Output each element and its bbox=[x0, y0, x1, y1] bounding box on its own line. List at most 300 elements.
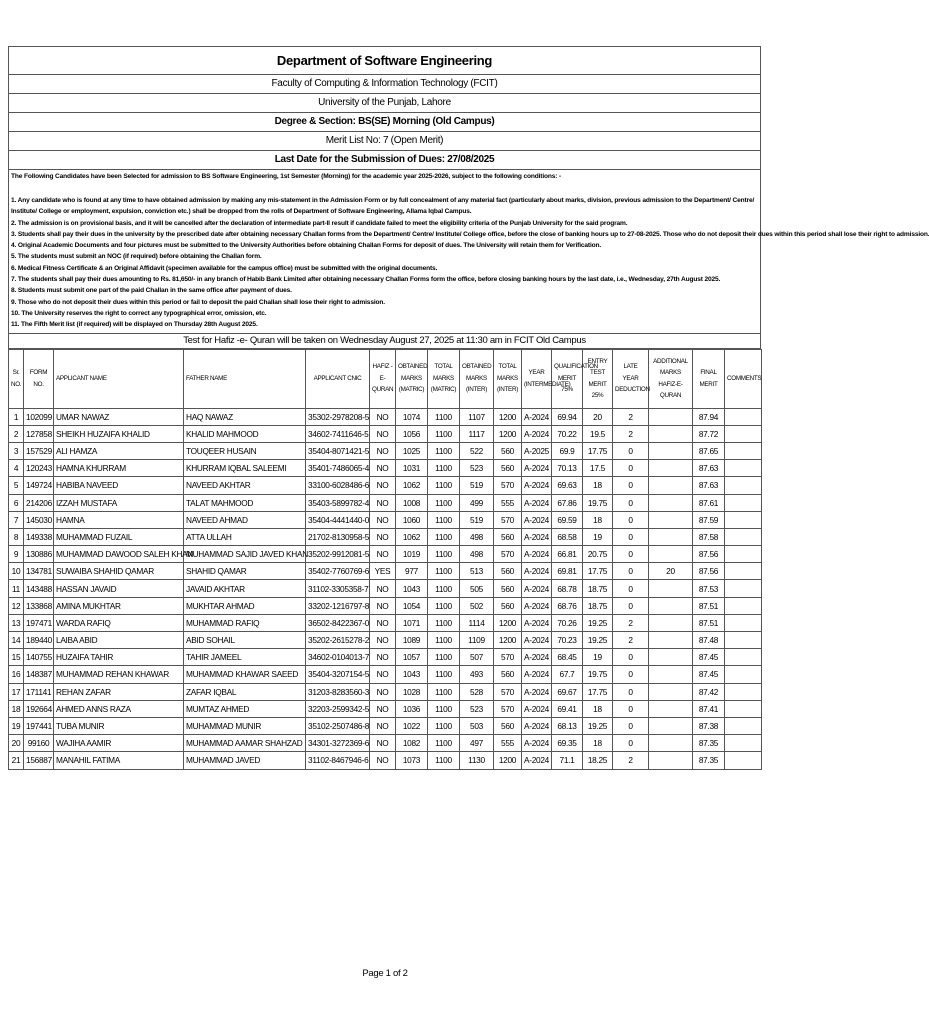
table-cell: NO bbox=[370, 442, 396, 459]
table-cell: KHURRAM IQBAL SALEEMI bbox=[184, 460, 306, 477]
table-cell: HASSAN JAVAID bbox=[54, 580, 184, 597]
table-row bbox=[9, 666, 762, 683]
table-cell: 70.13 bbox=[552, 460, 583, 477]
table-cell: 18 bbox=[583, 477, 613, 494]
table-cell: 10 bbox=[9, 563, 24, 580]
table-cell: 528 bbox=[460, 683, 494, 700]
table-cell: 0 bbox=[613, 666, 649, 683]
table-cell bbox=[725, 580, 762, 597]
conditions-block bbox=[8, 170, 929, 334]
table-cell: 127858 bbox=[24, 425, 54, 442]
table-cell: 17.75 bbox=[583, 683, 613, 700]
table-cell: A-2025 bbox=[522, 442, 552, 459]
table-cell: 35302-2978208-5 bbox=[306, 408, 370, 425]
table-cell: 1200 bbox=[494, 425, 522, 442]
table-cell: 31102-8467946-6 bbox=[306, 752, 370, 769]
table-cell: 35202-9912081-5 bbox=[306, 546, 370, 563]
table-cell: 20 bbox=[583, 408, 613, 425]
table-cell: 1028 bbox=[396, 683, 428, 700]
table-cell bbox=[649, 649, 693, 666]
table-cell: 513 bbox=[460, 563, 494, 580]
table-cell: A-2024 bbox=[522, 649, 552, 666]
table-cell: 18.25 bbox=[583, 752, 613, 769]
table-cell: 19.75 bbox=[583, 494, 613, 511]
table-cell: 507 bbox=[460, 649, 494, 666]
last-date: Last Date for the Submission of Dues: 27/08/2025 bbox=[9, 151, 760, 170]
table-cell: 555 bbox=[494, 735, 522, 752]
table-cell: MUHAMMAD MUNIR bbox=[184, 717, 306, 734]
table-cell: 1062 bbox=[396, 528, 428, 545]
table-cell bbox=[649, 494, 693, 511]
table-cell bbox=[649, 666, 693, 683]
table-cell: 1082 bbox=[396, 735, 428, 752]
table-cell: 1100 bbox=[428, 700, 460, 717]
table-cell: A-2024 bbox=[522, 563, 552, 580]
table-cell: 1100 bbox=[428, 735, 460, 752]
table-row bbox=[9, 442, 762, 459]
table-cell: 555 bbox=[494, 494, 522, 511]
table-cell: A-2024 bbox=[522, 511, 552, 528]
table-cell bbox=[725, 632, 762, 649]
table-cell: 87.35 bbox=[693, 752, 725, 769]
table-cell: 0 bbox=[613, 649, 649, 666]
table-cell: 20 bbox=[9, 735, 24, 752]
condition-item: 11. The Fifth Merit list (if required) will be displayed on Thursday 28th August 2025. bbox=[11, 321, 258, 329]
table-cell: 1100 bbox=[428, 632, 460, 649]
table-cell: 560 bbox=[494, 442, 522, 459]
table-cell: 35102-2507486-8 bbox=[306, 717, 370, 734]
table-cell bbox=[649, 511, 693, 528]
table-cell: 15 bbox=[9, 649, 24, 666]
table-cell: 102099 bbox=[24, 408, 54, 425]
table-cell: 570 bbox=[494, 683, 522, 700]
table-cell: 1073 bbox=[396, 752, 428, 769]
table-cell: 1100 bbox=[428, 683, 460, 700]
table-cell: 1019 bbox=[396, 546, 428, 563]
table-cell: 1130 bbox=[460, 752, 494, 769]
column-header: FORM NO. bbox=[24, 349, 54, 408]
table-cell: 1100 bbox=[428, 649, 460, 666]
table-cell: 499 bbox=[460, 494, 494, 511]
merit-list-page bbox=[8, 46, 929, 770]
table-cell: 1008 bbox=[396, 494, 428, 511]
table-cell: 87.63 bbox=[693, 477, 725, 494]
table-cell: LAIBA ABID bbox=[54, 632, 184, 649]
table-cell: 0 bbox=[613, 563, 649, 580]
table-cell: 68.45 bbox=[552, 649, 583, 666]
column-header: TOTAL MARKS (INTER) bbox=[494, 349, 522, 408]
table-cell: 87.63 bbox=[693, 460, 725, 477]
table-cell bbox=[649, 683, 693, 700]
table-cell bbox=[649, 460, 693, 477]
table-cell: 1200 bbox=[494, 752, 522, 769]
table-cell: 69.63 bbox=[552, 477, 583, 494]
table-cell: AHMED ANNS RAZA bbox=[54, 700, 184, 717]
table-cell: 148387 bbox=[24, 666, 54, 683]
table-cell: 34301-3272369-6 bbox=[306, 735, 370, 752]
table-cell: 498 bbox=[460, 528, 494, 545]
table-cell: 17 bbox=[9, 683, 24, 700]
table-cell: 19.25 bbox=[583, 717, 613, 734]
table-cell: 35404-8071421-5 bbox=[306, 442, 370, 459]
table-cell bbox=[725, 683, 762, 700]
table-cell: 19.25 bbox=[583, 632, 613, 649]
table-cell bbox=[649, 408, 693, 425]
table-cell: 140755 bbox=[24, 649, 54, 666]
table-cell: 7 bbox=[9, 511, 24, 528]
table-cell: 143488 bbox=[24, 580, 54, 597]
table-cell: 35404-4441440-0 bbox=[306, 511, 370, 528]
table-cell: 87.45 bbox=[693, 649, 725, 666]
table-cell: 1022 bbox=[396, 717, 428, 734]
column-header: QUALIFICATION MERIT 75% bbox=[552, 349, 583, 408]
table-cell: 149724 bbox=[24, 477, 54, 494]
table-cell: KHALID MAHMOOD bbox=[184, 425, 306, 442]
table-cell: 560 bbox=[494, 528, 522, 545]
condition-item: 2. The admission is on provisional basis, and it will be cancelled after the declaration of intermediate part-II result if candidate failed to meet the eligibility criteria of the Punjab University for the said program. bbox=[11, 219, 628, 227]
table-cell: IZZAH MUSTAFA bbox=[54, 494, 184, 511]
table-cell: 2 bbox=[9, 425, 24, 442]
table-cell: A-2024 bbox=[522, 425, 552, 442]
table-cell: 1100 bbox=[428, 460, 460, 477]
table-cell: 19.75 bbox=[583, 666, 613, 683]
table-cell: 35402-7760769-6 bbox=[306, 563, 370, 580]
table-cell: 35401-7486065-4 bbox=[306, 460, 370, 477]
table-cell: 570 bbox=[494, 511, 522, 528]
table-cell: 1100 bbox=[428, 563, 460, 580]
condition-item: 4. Original Academic Documents and four pictures must be submitted to the University Authorities before obtaining Challan Forms for deposit of dues. The University will retain them for Verification. bbox=[11, 242, 602, 250]
table-cell: 1109 bbox=[460, 632, 494, 649]
table-cell bbox=[725, 477, 762, 494]
table-cell: 71.1 bbox=[552, 752, 583, 769]
table-cell: 522 bbox=[460, 442, 494, 459]
table-body bbox=[9, 408, 762, 769]
table-row bbox=[9, 511, 762, 528]
table-cell: 1100 bbox=[428, 477, 460, 494]
table-row bbox=[9, 717, 762, 734]
table-cell: A-2024 bbox=[522, 700, 552, 717]
table-cell: 560 bbox=[494, 666, 522, 683]
table-row bbox=[9, 528, 762, 545]
table-cell: 68.76 bbox=[552, 597, 583, 614]
table-cell: 87.72 bbox=[693, 425, 725, 442]
table-cell: NO bbox=[370, 666, 396, 683]
table-cell: 1100 bbox=[428, 717, 460, 734]
table-cell: A-2024 bbox=[522, 717, 552, 734]
table-cell bbox=[649, 546, 693, 563]
table-cell: 519 bbox=[460, 477, 494, 494]
table-cell: NAVEED AKHTAR bbox=[184, 477, 306, 494]
table-cell: ALI HAMZA bbox=[54, 442, 184, 459]
table-cell: 6 bbox=[9, 494, 24, 511]
table-cell bbox=[649, 752, 693, 769]
table-cell: NO bbox=[370, 460, 396, 477]
table-cell: 1100 bbox=[428, 511, 460, 528]
table-cell: 18 bbox=[583, 735, 613, 752]
table-cell: MUHAMMAD REHAN KHAWAR bbox=[54, 666, 184, 683]
table-cell: 1100 bbox=[428, 528, 460, 545]
table-cell: 9 bbox=[9, 546, 24, 563]
faculty-name: Faculty of Computing & Information Technology (FCIT) bbox=[9, 75, 760, 94]
table-cell: 560 bbox=[494, 597, 522, 614]
table-cell: 2 bbox=[613, 614, 649, 631]
table-row bbox=[9, 563, 762, 580]
table-cell: 0 bbox=[613, 580, 649, 597]
table-cell: A-2024 bbox=[522, 477, 552, 494]
table-row bbox=[9, 477, 762, 494]
condition-item: 6. Medical Fitness Certificate & an Original Affidavit (specimen available for the campus office) must be submitted with the original documents. bbox=[11, 264, 438, 272]
table-cell bbox=[725, 494, 762, 511]
table-cell: NO bbox=[370, 528, 396, 545]
condition-item: 8. Students must submit one part of the paid Challan in the same office after payment of dues. bbox=[11, 287, 292, 295]
table-cell: 1100 bbox=[428, 597, 460, 614]
document-header bbox=[8, 46, 761, 170]
table-cell: 1025 bbox=[396, 442, 428, 459]
table-cell: 16 bbox=[9, 666, 24, 683]
table-cell: 19 bbox=[583, 528, 613, 545]
table-cell: TOUQEER HUSAIN bbox=[184, 442, 306, 459]
table-cell: HABIBA NAVEED bbox=[54, 477, 184, 494]
table-cell: 157529 bbox=[24, 442, 54, 459]
table-header-row bbox=[9, 349, 762, 408]
table-cell: NO bbox=[370, 511, 396, 528]
table-cell: 1107 bbox=[460, 408, 494, 425]
table-cell: A-2024 bbox=[522, 614, 552, 631]
table-cell: 18.75 bbox=[583, 597, 613, 614]
table-cell bbox=[725, 614, 762, 631]
table-cell: A-2024 bbox=[522, 546, 552, 563]
table-cell: 149338 bbox=[24, 528, 54, 545]
table-cell: 12 bbox=[9, 597, 24, 614]
table-cell: 1200 bbox=[494, 632, 522, 649]
table-row bbox=[9, 735, 762, 752]
intro-text: The Following Candidates have been Selected for admission to BS Software Engineering, 1st Semester (Morning) for the academic year 2025-2026, subject to the following conditions: - bbox=[11, 173, 562, 180]
table-cell: A-2024 bbox=[522, 752, 552, 769]
table-cell: 1100 bbox=[428, 666, 460, 683]
table-cell: 570 bbox=[494, 546, 522, 563]
table-cell bbox=[725, 717, 762, 734]
table-cell: A-2024 bbox=[522, 597, 552, 614]
table-cell: 560 bbox=[494, 460, 522, 477]
hafiz-test-note: Test for Hafiz -e- Quran will be taken on Wednesday August 27, 2025 at 11:30 am in FCIT Old Campus bbox=[8, 334, 761, 349]
table-cell: 34602-7411646-5 bbox=[306, 425, 370, 442]
table-cell: 19.5 bbox=[583, 425, 613, 442]
table-cell: A-2024 bbox=[522, 735, 552, 752]
table-cell: 0 bbox=[613, 442, 649, 459]
table-row bbox=[9, 597, 762, 614]
table-cell bbox=[649, 717, 693, 734]
table-cell: 0 bbox=[613, 700, 649, 717]
table-cell: MANAHIL FATIMA bbox=[54, 752, 184, 769]
table-cell: A-2024 bbox=[522, 666, 552, 683]
university-name: University of the Punjab, Lahore bbox=[9, 94, 760, 113]
table-cell: 503 bbox=[460, 717, 494, 734]
table-cell: 2 bbox=[613, 425, 649, 442]
table-row bbox=[9, 425, 762, 442]
table-cell: 570 bbox=[494, 477, 522, 494]
table-cell: 0 bbox=[613, 597, 649, 614]
table-cell: 18 bbox=[583, 700, 613, 717]
table-cell: A-2024 bbox=[522, 494, 552, 511]
table-row bbox=[9, 649, 762, 666]
table-cell: ATTA ULLAH bbox=[184, 528, 306, 545]
table-cell: NO bbox=[370, 735, 396, 752]
table-cell bbox=[725, 597, 762, 614]
table-cell: 192664 bbox=[24, 700, 54, 717]
table-cell: 1117 bbox=[460, 425, 494, 442]
table-cell bbox=[649, 477, 693, 494]
table-cell bbox=[725, 460, 762, 477]
table-cell: 17.5 bbox=[583, 460, 613, 477]
table-cell: HAQ NAWAZ bbox=[184, 408, 306, 425]
table-cell: 11 bbox=[9, 580, 24, 597]
table-cell: 21702-8130958-5 bbox=[306, 528, 370, 545]
table-cell: 66.81 bbox=[552, 546, 583, 563]
table-cell: MUHAMMAD AAMAR SHAHZAD bbox=[184, 735, 306, 752]
table-cell: 1100 bbox=[428, 494, 460, 511]
table-cell: 1100 bbox=[428, 425, 460, 442]
table-cell: 1100 bbox=[428, 546, 460, 563]
table-cell: 3 bbox=[9, 442, 24, 459]
table-cell: 502 bbox=[460, 597, 494, 614]
column-header: FINAL MERIT bbox=[693, 349, 725, 408]
table-cell: 523 bbox=[460, 460, 494, 477]
table-row bbox=[9, 614, 762, 631]
table-cell: 2 bbox=[613, 632, 649, 649]
table-cell: 21 bbox=[9, 752, 24, 769]
table-cell: 31102-3305358-7 bbox=[306, 580, 370, 597]
table-cell bbox=[725, 425, 762, 442]
table-cell: A-2024 bbox=[522, 580, 552, 597]
table-cell: 33100-6028486-6 bbox=[306, 477, 370, 494]
table-cell: 2 bbox=[613, 408, 649, 425]
table-cell: WARDA RAFIQ bbox=[54, 614, 184, 631]
table-cell: 505 bbox=[460, 580, 494, 597]
column-header: APPLICANT NAME bbox=[54, 349, 184, 408]
table-cell: 87.38 bbox=[693, 717, 725, 734]
table-cell bbox=[649, 735, 693, 752]
table-cell bbox=[725, 511, 762, 528]
table-cell: MUHAMMAD JAVED bbox=[184, 752, 306, 769]
table-cell: 20.75 bbox=[583, 546, 613, 563]
table-cell: 493 bbox=[460, 666, 494, 683]
table-cell: 87.65 bbox=[693, 442, 725, 459]
table-cell: 1054 bbox=[396, 597, 428, 614]
table-cell: 33202-1216797-8 bbox=[306, 597, 370, 614]
table-cell: MUHAMMAD SAJID JAVED KHAN bbox=[184, 546, 306, 563]
table-cell: 171141 bbox=[24, 683, 54, 700]
table-cell: 0 bbox=[613, 683, 649, 700]
table-cell: HAMNA bbox=[54, 511, 184, 528]
table-cell: 1100 bbox=[428, 580, 460, 597]
table-cell: 67.7 bbox=[552, 666, 583, 683]
table-cell bbox=[649, 425, 693, 442]
table-cell: HAMNA KHURRAM bbox=[54, 460, 184, 477]
table-cell: 1043 bbox=[396, 666, 428, 683]
table-cell: 560 bbox=[494, 563, 522, 580]
table-cell: 18.75 bbox=[583, 580, 613, 597]
table-cell: 1057 bbox=[396, 649, 428, 666]
table-cell: YES bbox=[370, 563, 396, 580]
table-cell: WAJIHA AAMIR bbox=[54, 735, 184, 752]
table-cell: ZAFAR IQBAL bbox=[184, 683, 306, 700]
table-cell: 156887 bbox=[24, 752, 54, 769]
table-cell: TUBA MUNIR bbox=[54, 717, 184, 734]
table-cell: 1031 bbox=[396, 460, 428, 477]
table-row bbox=[9, 408, 762, 425]
table-cell: MUHAMMAD KHAWAR SAEED bbox=[184, 666, 306, 683]
condition-item: 3. Students shall pay their dues in the university by the prescribed date after obtaining necessary Challan forms from the Department/ Centre/ Institute/ College office, before the close of banking hours up to 27-08-2025. Those who do not deposit their dues within this period shall lose their right to admission. bbox=[11, 230, 929, 238]
table-cell: 69.67 bbox=[552, 683, 583, 700]
table-cell: 145030 bbox=[24, 511, 54, 528]
table-cell: NO bbox=[370, 580, 396, 597]
table-cell: 20 bbox=[649, 563, 693, 580]
table-cell: 0 bbox=[613, 735, 649, 752]
table-cell: 87.56 bbox=[693, 546, 725, 563]
merit-table bbox=[8, 349, 762, 770]
table-cell bbox=[725, 442, 762, 459]
table-cell: 19 bbox=[9, 717, 24, 734]
table-cell: NO bbox=[370, 408, 396, 425]
column-header: TOTAL MARKS (MATRIC) bbox=[428, 349, 460, 408]
department-title: Department of Software Engineering bbox=[9, 47, 760, 75]
table-cell bbox=[649, 614, 693, 631]
table-cell: 1071 bbox=[396, 614, 428, 631]
condition-item: 1. Any candidate who is found at any time to have obtained admission by making any mis-statement in the Admission Form or by full concealment of any material fact (particularly about marks, division, previous admission to the Department/ Centre/ Institute/ College or employment, expulsion, conviction etc.) shall be dropped from the rolls of Department of Software Engineering, Allama Iqbal Campus. bbox=[11, 197, 755, 216]
table-cell: 560 bbox=[494, 717, 522, 734]
table-cell: NAVEED AHMAD bbox=[184, 511, 306, 528]
table-cell: 0 bbox=[613, 494, 649, 511]
table-cell: 87.53 bbox=[693, 580, 725, 597]
table-cell bbox=[725, 735, 762, 752]
table-cell: 1114 bbox=[460, 614, 494, 631]
table-cell: 1 bbox=[9, 408, 24, 425]
table-cell: 197441 bbox=[24, 717, 54, 734]
table-cell: 214206 bbox=[24, 494, 54, 511]
column-header: FATHER NAME bbox=[184, 349, 306, 408]
table-cell: NO bbox=[370, 546, 396, 563]
table-cell: A-2024 bbox=[522, 683, 552, 700]
table-cell: 1200 bbox=[494, 408, 522, 425]
table-cell: TAHIR JAMEEL bbox=[184, 649, 306, 666]
table-cell: 1100 bbox=[428, 614, 460, 631]
table-cell bbox=[725, 649, 762, 666]
table-cell: 1100 bbox=[428, 442, 460, 459]
table-cell: 87.94 bbox=[693, 408, 725, 425]
table-cell: 68.58 bbox=[552, 528, 583, 545]
table-cell: 189440 bbox=[24, 632, 54, 649]
column-header: APPLICANT CNIC bbox=[306, 349, 370, 408]
table-cell: 0 bbox=[613, 717, 649, 734]
table-cell bbox=[725, 563, 762, 580]
table-cell: MUHAMMAD RAFIQ bbox=[184, 614, 306, 631]
table-cell: 36502-8422367-0 bbox=[306, 614, 370, 631]
table-cell: 19 bbox=[583, 649, 613, 666]
table-row bbox=[9, 580, 762, 597]
table-cell: TALAT MAHMOOD bbox=[184, 494, 306, 511]
table-cell: 1056 bbox=[396, 425, 428, 442]
table-cell: 87.45 bbox=[693, 666, 725, 683]
table-cell: 498 bbox=[460, 546, 494, 563]
table-cell: 99160 bbox=[24, 735, 54, 752]
table-cell bbox=[725, 666, 762, 683]
table-cell: 17.75 bbox=[583, 563, 613, 580]
table-cell: 87.51 bbox=[693, 614, 725, 631]
column-header: ADDITIONAL MARKS HAFIZ-E-QURAN bbox=[649, 349, 693, 408]
degree-section: Degree & Section: BS(SE) Morning (Old Campus) bbox=[9, 113, 760, 132]
table-cell: 1100 bbox=[428, 408, 460, 425]
table-cell: NO bbox=[370, 717, 396, 734]
